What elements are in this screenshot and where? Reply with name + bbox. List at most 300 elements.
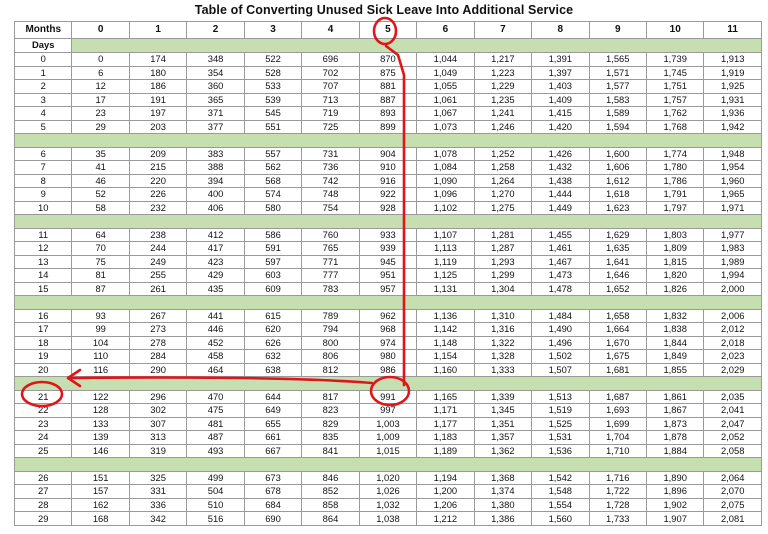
value-cell: 1,873	[646, 417, 703, 431]
day-label: 27	[15, 485, 72, 499]
value-cell: 2,081	[704, 512, 762, 526]
day-label: 28	[15, 498, 72, 512]
value-cell: 1,368	[474, 471, 531, 485]
value-cell: 1,136	[417, 309, 474, 323]
value-cell: 1,948	[704, 147, 762, 161]
value-cell: 1,635	[589, 242, 646, 256]
table-row	[15, 390, 762, 404]
value-cell: 812	[302, 363, 359, 377]
value-cell: 899	[359, 120, 416, 134]
value-cell: 1,038	[359, 512, 416, 526]
table-row	[15, 336, 762, 350]
value-cell: 1,049	[417, 66, 474, 80]
value-cell: 910	[359, 161, 416, 175]
value-cell: 1,264	[474, 174, 531, 188]
value-cell: 220	[129, 174, 186, 188]
value-cell: 1,849	[646, 350, 703, 364]
value-cell: 17	[72, 93, 129, 107]
value-cell: 841	[302, 444, 359, 458]
value-cell: 6	[72, 66, 129, 80]
value-cell: 626	[244, 336, 301, 350]
day-label: 26	[15, 471, 72, 485]
value-cell: 1,878	[646, 431, 703, 445]
value-cell: 35	[72, 147, 129, 161]
value-cell: 1,171	[417, 404, 474, 418]
value-cell: 1,142	[417, 323, 474, 337]
value-cell: 499	[187, 471, 244, 485]
value-cell: 383	[187, 147, 244, 161]
value-cell: 1,212	[417, 512, 474, 526]
value-cell: 731	[302, 147, 359, 161]
value-cell: 945	[359, 255, 416, 269]
value-cell: 1,090	[417, 174, 474, 188]
value-cell: 261	[129, 282, 186, 296]
value-cell: 1,548	[532, 485, 589, 499]
value-cell: 1,693	[589, 404, 646, 418]
value-cell: 81	[72, 269, 129, 283]
value-cell: 887	[359, 93, 416, 107]
value-cell: 1,490	[532, 323, 589, 337]
value-cell: 93	[72, 309, 129, 323]
value-cell: 1,102	[417, 201, 474, 215]
value-cell: 64	[72, 228, 129, 242]
value-cell: 1,374	[474, 485, 531, 499]
value-cell: 962	[359, 309, 416, 323]
value-cell: 516	[187, 512, 244, 526]
value-cell: 2,070	[704, 485, 762, 499]
day-label: 21	[15, 390, 72, 404]
value-cell: 1,739	[646, 53, 703, 67]
value-cell: 1,235	[474, 93, 531, 107]
value-cell: 1,751	[646, 80, 703, 94]
value-cell: 649	[244, 404, 301, 418]
value-cell: 1,473	[532, 269, 589, 283]
value-cell: 980	[359, 350, 416, 364]
value-cell: 673	[244, 471, 301, 485]
day-label: 16	[15, 309, 72, 323]
value-cell: 1,681	[589, 363, 646, 377]
value-cell: 991	[359, 390, 416, 404]
value-cell: 1,838	[646, 323, 703, 337]
value-cell: 1,583	[589, 93, 646, 107]
value-cell: 742	[302, 174, 359, 188]
value-cell: 2,006	[704, 309, 762, 323]
value-cell: 157	[72, 485, 129, 499]
value-cell: 1,403	[532, 80, 589, 94]
value-cell: 1,061	[417, 93, 474, 107]
value-cell: 2,012	[704, 323, 762, 337]
value-cell: 684	[244, 498, 301, 512]
value-cell: 823	[302, 404, 359, 418]
value-cell: 0	[72, 53, 129, 67]
months-header-label: Months	[15, 22, 72, 39]
value-cell: 1,316	[474, 323, 531, 337]
month-header-11: 11	[704, 22, 762, 39]
days-header-band	[72, 38, 762, 53]
day-label: 14	[15, 269, 72, 283]
value-cell: 487	[187, 431, 244, 445]
value-cell: 644	[244, 390, 301, 404]
value-cell: 1,502	[532, 350, 589, 364]
value-cell: 1,983	[704, 242, 762, 256]
value-cell: 493	[187, 444, 244, 458]
value-cell: 1,629	[589, 228, 646, 242]
table-row	[15, 404, 762, 418]
day-label: 20	[15, 363, 72, 377]
value-cell: 1,954	[704, 161, 762, 175]
value-cell: 829	[302, 417, 359, 431]
value-cell: 365	[187, 93, 244, 107]
month-header-9: 9	[589, 22, 646, 39]
days-header-row	[15, 38, 762, 53]
day-label: 18	[15, 336, 72, 350]
value-cell: 23	[72, 107, 129, 121]
value-cell: 806	[302, 350, 359, 364]
value-cell: 1,246	[474, 120, 531, 134]
value-cell: 209	[129, 147, 186, 161]
value-cell: 609	[244, 282, 301, 296]
value-cell: 1,623	[589, 201, 646, 215]
value-cell: 1,426	[532, 147, 589, 161]
value-cell: 1,096	[417, 188, 474, 202]
value-cell: 1,589	[589, 107, 646, 121]
month-header-8: 8	[532, 22, 589, 39]
value-cell: 1,444	[532, 188, 589, 202]
day-label: 17	[15, 323, 72, 337]
value-cell: 574	[244, 188, 301, 202]
separator-band	[15, 377, 762, 391]
value-cell: 632	[244, 350, 301, 364]
value-cell: 464	[187, 363, 244, 377]
value-cell: 777	[302, 269, 359, 283]
value-cell: 180	[129, 66, 186, 80]
value-cell: 2,052	[704, 431, 762, 445]
value-cell: 429	[187, 269, 244, 283]
value-cell: 1,113	[417, 242, 474, 256]
table-row	[15, 323, 762, 337]
value-cell: 1,618	[589, 188, 646, 202]
table-row	[15, 188, 762, 202]
value-cell: 1,890	[646, 471, 703, 485]
value-cell: 331	[129, 485, 186, 499]
value-cell: 1,287	[474, 242, 531, 256]
value-cell: 1,768	[646, 120, 703, 134]
value-cell: 557	[244, 147, 301, 161]
value-cell: 296	[129, 390, 186, 404]
value-cell: 568	[244, 174, 301, 188]
value-cell: 545	[244, 107, 301, 121]
value-cell: 255	[129, 269, 186, 283]
value-cell: 1,728	[589, 498, 646, 512]
value-cell: 1,797	[646, 201, 703, 215]
value-cell: 1,571	[589, 66, 646, 80]
value-cell: 690	[244, 512, 301, 526]
value-cell: 1,815	[646, 255, 703, 269]
day-label: 4	[15, 107, 72, 121]
value-cell: 336	[129, 498, 186, 512]
day-label: 13	[15, 255, 72, 269]
value-cell: 174	[129, 53, 186, 67]
value-cell: 1,664	[589, 323, 646, 337]
separator-band	[15, 134, 762, 148]
table-row	[15, 228, 762, 242]
value-cell: 522	[244, 53, 301, 67]
value-cell: 817	[302, 390, 359, 404]
value-cell: 1,525	[532, 417, 589, 431]
value-cell: 1,177	[417, 417, 474, 431]
value-cell: 702	[302, 66, 359, 80]
month-header-3: 3	[244, 22, 301, 39]
value-cell: 481	[187, 417, 244, 431]
value-cell: 249	[129, 255, 186, 269]
value-cell: 528	[244, 66, 301, 80]
value-cell: 377	[187, 120, 244, 134]
value-cell: 52	[72, 188, 129, 202]
value-cell: 1,925	[704, 80, 762, 94]
value-cell: 1,131	[417, 282, 474, 296]
value-cell: 835	[302, 431, 359, 445]
value-cell: 1,507	[532, 363, 589, 377]
value-cell: 1,467	[532, 255, 589, 269]
value-cell: 1,020	[359, 471, 416, 485]
month-header-10: 10	[646, 22, 703, 39]
value-cell: 904	[359, 147, 416, 161]
table-row	[15, 147, 762, 161]
value-cell: 713	[302, 93, 359, 107]
value-cell: 110	[72, 350, 129, 364]
value-cell: 75	[72, 255, 129, 269]
value-cell: 974	[359, 336, 416, 350]
day-label: 6	[15, 147, 72, 161]
value-cell: 1,119	[417, 255, 474, 269]
value-cell: 1,125	[417, 269, 474, 283]
value-cell: 1,032	[359, 498, 416, 512]
month-header-0: 0	[72, 22, 129, 39]
value-cell: 1,965	[704, 188, 762, 202]
day-label: 1	[15, 66, 72, 80]
value-cell: 2,047	[704, 417, 762, 431]
value-cell: 1,762	[646, 107, 703, 121]
value-cell: 1,107	[417, 228, 474, 242]
month-header-4: 4	[302, 22, 359, 39]
value-cell: 939	[359, 242, 416, 256]
table-row	[15, 93, 762, 107]
value-cell: 215	[129, 161, 186, 175]
value-cell: 394	[187, 174, 244, 188]
value-cell: 1,194	[417, 471, 474, 485]
value-cell: 1,722	[589, 485, 646, 499]
value-cell: 1,919	[704, 66, 762, 80]
group-separator	[15, 215, 762, 229]
value-cell: 267	[129, 309, 186, 323]
value-cell: 1,826	[646, 282, 703, 296]
value-cell: 1,646	[589, 269, 646, 283]
separator-band	[15, 296, 762, 310]
table-row	[15, 444, 762, 458]
day-label: 29	[15, 512, 72, 526]
value-cell: 1,710	[589, 444, 646, 458]
value-cell: 1,675	[589, 350, 646, 364]
value-cell: 1,820	[646, 269, 703, 283]
value-cell: 1,994	[704, 269, 762, 283]
day-label: 22	[15, 404, 72, 418]
value-cell: 1,322	[474, 336, 531, 350]
value-cell: 1,397	[532, 66, 589, 80]
value-cell: 1,415	[532, 107, 589, 121]
day-label: 19	[15, 350, 72, 364]
table-row	[15, 269, 762, 283]
value-cell: 1,554	[532, 498, 589, 512]
value-cell: 881	[359, 80, 416, 94]
value-cell: 1,252	[474, 147, 531, 161]
value-cell: 916	[359, 174, 416, 188]
separator-band	[15, 215, 762, 229]
month-header-6: 6	[417, 22, 474, 39]
value-cell: 1,258	[474, 161, 531, 175]
value-cell: 412	[187, 228, 244, 242]
table-row	[15, 161, 762, 175]
value-cell: 116	[72, 363, 129, 377]
value-cell: 1,896	[646, 485, 703, 499]
value-cell: 678	[244, 485, 301, 499]
group-separator	[15, 134, 762, 148]
value-cell: 1,026	[359, 485, 416, 499]
value-cell: 128	[72, 404, 129, 418]
value-cell: 12	[72, 80, 129, 94]
table-title: Table of Converting Unused Sick Leave Into Additional Service	[194, 3, 574, 17]
day-label: 0	[15, 53, 72, 67]
value-cell: 1,560	[532, 512, 589, 526]
value-cell: 1,200	[417, 485, 474, 499]
table-row	[15, 309, 762, 323]
value-cell: 2,018	[704, 336, 762, 350]
day-label: 10	[15, 201, 72, 215]
table-row	[15, 498, 762, 512]
value-cell: 1,328	[474, 350, 531, 364]
day-label: 11	[15, 228, 72, 242]
value-cell: 41	[72, 161, 129, 175]
value-cell: 1,496	[532, 336, 589, 350]
value-cell: 313	[129, 431, 186, 445]
value-cell: 168	[72, 512, 129, 526]
header-row	[15, 22, 762, 39]
value-cell: 789	[302, 309, 359, 323]
value-cell: 99	[72, 323, 129, 337]
value-cell: 580	[244, 201, 301, 215]
value-cell: 794	[302, 323, 359, 337]
value-cell: 58	[72, 201, 129, 215]
value-cell: 620	[244, 323, 301, 337]
value-cell: 2,075	[704, 498, 762, 512]
value-cell: 875	[359, 66, 416, 80]
value-cell: 1,484	[532, 309, 589, 323]
group-separator	[15, 377, 762, 391]
table-row	[15, 282, 762, 296]
value-cell: 1,687	[589, 390, 646, 404]
month-header-2: 2	[187, 22, 244, 39]
value-cell: 1,351	[474, 417, 531, 431]
value-cell: 1,832	[646, 309, 703, 323]
value-cell: 1,780	[646, 161, 703, 175]
value-cell: 933	[359, 228, 416, 242]
value-cell: 1,612	[589, 174, 646, 188]
table-row	[15, 66, 762, 80]
value-cell: 667	[244, 444, 301, 458]
value-cell: 1,971	[704, 201, 762, 215]
value-cell: 1,977	[704, 228, 762, 242]
value-cell: 1,461	[532, 242, 589, 256]
value-cell: 1,594	[589, 120, 646, 134]
value-cell: 146	[72, 444, 129, 458]
day-label: 15	[15, 282, 72, 296]
value-cell: 1,942	[704, 120, 762, 134]
value-cell: 1,936	[704, 107, 762, 121]
value-cell: 1,733	[589, 512, 646, 526]
value-cell: 406	[187, 201, 244, 215]
value-cell: 603	[244, 269, 301, 283]
value-cell: 29	[72, 120, 129, 134]
value-cell: 696	[302, 53, 359, 67]
value-cell: 1,189	[417, 444, 474, 458]
value-cell: 360	[187, 80, 244, 94]
value-cell: 122	[72, 390, 129, 404]
value-cell: 1,884	[646, 444, 703, 458]
value-cell: 2,041	[704, 404, 762, 418]
value-cell: 1,855	[646, 363, 703, 377]
value-cell: 388	[187, 161, 244, 175]
value-cell: 273	[129, 323, 186, 337]
value-cell: 1,531	[532, 431, 589, 445]
value-cell: 533	[244, 80, 301, 94]
value-cell: 1,652	[589, 282, 646, 296]
value-cell: 1,409	[532, 93, 589, 107]
value-cell: 858	[302, 498, 359, 512]
value-cell: 1,003	[359, 417, 416, 431]
value-cell: 655	[244, 417, 301, 431]
value-cell: 197	[129, 107, 186, 121]
value-cell: 278	[129, 336, 186, 350]
value-cell: 783	[302, 282, 359, 296]
value-cell: 551	[244, 120, 301, 134]
value-cell: 1,774	[646, 147, 703, 161]
value-cell: 470	[187, 390, 244, 404]
value-cell: 302	[129, 404, 186, 418]
table-row	[15, 120, 762, 134]
day-label: 25	[15, 444, 72, 458]
value-cell: 951	[359, 269, 416, 283]
value-cell: 1,148	[417, 336, 474, 350]
value-cell: 1,223	[474, 66, 531, 80]
value-cell: 1,913	[704, 53, 762, 67]
value-cell: 1,907	[646, 512, 703, 526]
value-cell: 354	[187, 66, 244, 80]
value-cell: 510	[187, 498, 244, 512]
value-cell: 1,478	[532, 282, 589, 296]
value-cell: 1,542	[532, 471, 589, 485]
table-row	[15, 242, 762, 256]
value-cell: 2,058	[704, 444, 762, 458]
value-cell: 1,902	[646, 498, 703, 512]
value-cell: 232	[129, 201, 186, 215]
value-cell: 1,084	[417, 161, 474, 175]
value-cell: 1,357	[474, 431, 531, 445]
value-cell: 1,699	[589, 417, 646, 431]
value-cell: 319	[129, 444, 186, 458]
month-header-7: 7	[474, 22, 531, 39]
value-cell: 342	[129, 512, 186, 526]
value-cell: 1,704	[589, 431, 646, 445]
day-label: 8	[15, 174, 72, 188]
